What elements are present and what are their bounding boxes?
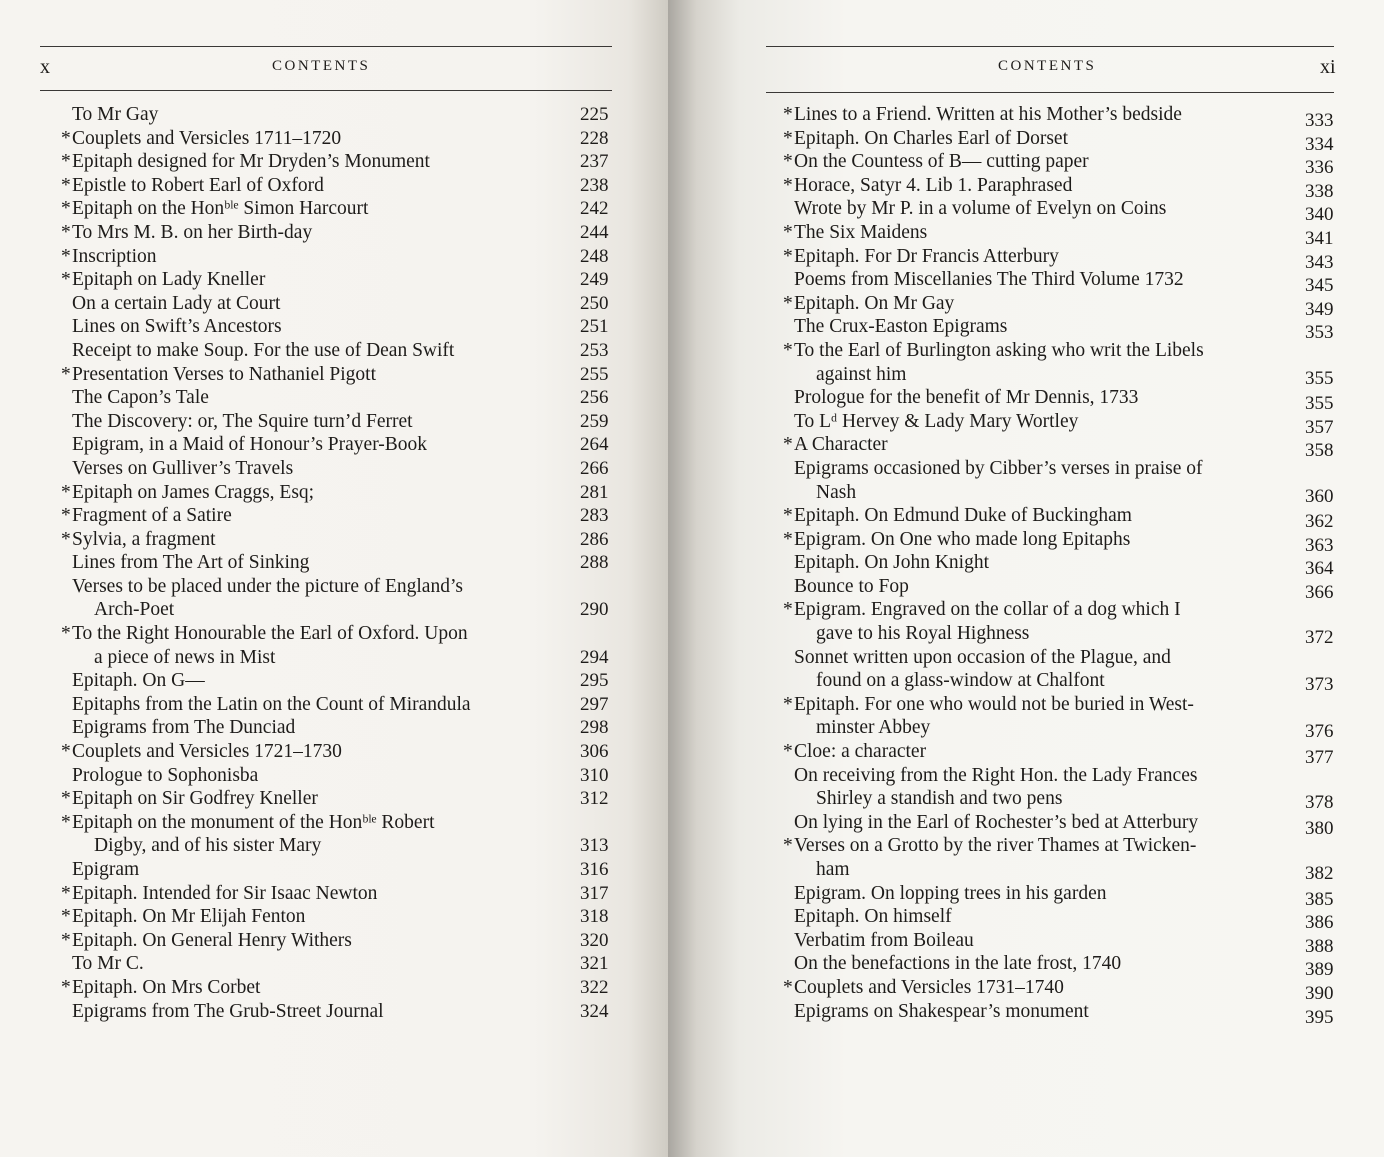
- toc-entry: [794, 764, 1339, 814]
- entry-title: Prologue to Sophonisba: [72, 764, 259, 786]
- page-number: 362: [1305, 511, 1334, 533]
- page-number: 320: [580, 929, 609, 951]
- contents-list: [783, 103, 1339, 1028]
- entry-title: Lines on Swift’s Ancestors: [72, 316, 282, 338]
- toc-entry: [61, 787, 617, 811]
- entry-title: Epitaph. On G—: [72, 670, 205, 692]
- toc-entry: [61, 174, 617, 198]
- page-number: 340: [1305, 204, 1334, 226]
- toc-entry: [783, 245, 1339, 273]
- page-number: 349: [1305, 298, 1334, 320]
- toc-entry: [783, 433, 1339, 462]
- entry-title: On a certain Lady at Court: [72, 292, 281, 314]
- toc-entry: [61, 150, 617, 174]
- page-number: 228: [580, 127, 609, 149]
- asterisk-marker: *: [61, 198, 71, 220]
- entry-title: To Mrs M. B. on her Birth-day: [72, 221, 313, 243]
- toc-entry: [61, 197, 617, 221]
- entry-title: Epigram. On One who made long Epitaphs: [794, 528, 1131, 550]
- entry-title: Epigram. On lopping trees in his garden: [794, 882, 1107, 904]
- toc-entry: [783, 339, 1339, 389]
- page-number: 333: [1305, 110, 1334, 131]
- page-number: 225: [580, 104, 609, 125]
- toc-entry: [72, 315, 617, 339]
- entry-title: Inscription: [72, 245, 157, 267]
- page-number: 283: [580, 505, 609, 527]
- page-number: 259: [580, 410, 609, 432]
- page-number: 253: [580, 339, 609, 361]
- toc-entry: [783, 292, 1339, 320]
- page-number: 364: [1305, 558, 1334, 580]
- entry-title: Sylvia, a fragment: [72, 528, 216, 550]
- asterisk-marker: *: [61, 127, 71, 149]
- toc-entry: [794, 952, 1339, 981]
- page-number: 366: [1305, 581, 1334, 603]
- page-folio: xi: [1320, 56, 1336, 78]
- toc-entry: [72, 292, 617, 316]
- entry-title: Epigrams occasioned by Cibber’s verses in praise of: [794, 457, 1203, 479]
- asterisk-marker: *: [783, 174, 793, 196]
- asterisk-marker: *: [61, 151, 71, 173]
- page-number: 357: [1305, 416, 1334, 438]
- toc-entry: [783, 740, 1339, 769]
- toc-entry: [61, 127, 617, 151]
- page-number: 338: [1305, 180, 1334, 202]
- toc-entry: [783, 150, 1339, 179]
- page-number: 266: [580, 457, 609, 479]
- toc-entry: [61, 504, 617, 528]
- toc-entry: [783, 834, 1339, 884]
- asterisk-marker: *: [783, 245, 793, 267]
- entry-title: Couplets and Versicles 1731–1740: [794, 976, 1064, 998]
- page-number: 288: [580, 552, 609, 574]
- entry-title: On receiving from the Right Hon. the Lady Frances: [794, 764, 1198, 786]
- entry-title: Verses to be placed under the picture of England’s: [72, 575, 463, 597]
- header-rule: [766, 92, 1334, 93]
- asterisk-marker: *: [61, 269, 71, 291]
- page-number: 380: [1305, 817, 1334, 839]
- entry-title: The Six Maidens: [794, 221, 928, 243]
- page-number: 286: [580, 528, 609, 550]
- page-number: 244: [580, 221, 609, 243]
- left-page: [0, 0, 668, 1157]
- page-number: 395: [1305, 1006, 1334, 1028]
- entry-title: Epitaph. On Mr Gay: [794, 292, 955, 314]
- asterisk-marker: *: [783, 693, 793, 715]
- toc-entry: [783, 693, 1339, 743]
- entry-title: On the Countess of B— cutting paper: [794, 151, 1089, 173]
- toc-entry: [794, 268, 1339, 297]
- entry-title: A Character: [794, 434, 888, 456]
- toc-entry: [72, 457, 617, 481]
- page-number: 238: [580, 174, 609, 196]
- entry-title: Epigram: [72, 859, 140, 880]
- entry-title: Prologue for the benefit of Mr Dennis, 1733: [794, 387, 1139, 409]
- asterisk-marker: *: [783, 976, 793, 998]
- entry-title: Horace, Satyr 4. Lib 1. Paraphrased: [794, 174, 1073, 196]
- page-number: 388: [1305, 935, 1334, 957]
- page-number: 313: [580, 835, 609, 857]
- entry-title: Receipt to make Soup. For the use of Dean Swift: [72, 339, 455, 361]
- entry-title: Epigram, in a Maid of Honour’s Prayer-Book: [72, 434, 428, 456]
- page-number: 298: [580, 717, 609, 739]
- entry-title: Epitaph on Lady Kneller: [72, 269, 266, 291]
- entry-title-continuation: Nash: [816, 481, 857, 503]
- running-head: CONTENTS: [998, 58, 1097, 74]
- toc-entry: [72, 575, 617, 622]
- entry-title: Epitaph on Sir Godfrey Kneller: [72, 788, 318, 810]
- toc-entry: [61, 905, 617, 929]
- entry-title: The Capon’s Tale: [72, 387, 209, 409]
- page-number: 378: [1305, 792, 1334, 814]
- toc-entry: [72, 551, 617, 575]
- asterisk-marker: *: [61, 528, 71, 550]
- page-number: 281: [580, 481, 609, 503]
- entry-title: Epitaph. On John Knight: [794, 552, 989, 574]
- entry-title-continuation: against him: [816, 363, 907, 385]
- page-number: 242: [580, 198, 609, 220]
- page-number: 343: [1305, 251, 1334, 273]
- entry-title: The Crux-Easton Epigrams: [794, 316, 1008, 338]
- toc-entry: [72, 103, 617, 127]
- asterisk-marker: *: [61, 221, 71, 243]
- page-number: 295: [580, 670, 609, 692]
- entry-title: To the Right Honourable the Earl of Oxford. Upon: [72, 623, 468, 645]
- toc-entry: [794, 457, 1339, 507]
- right-page: [668, 0, 1384, 1157]
- entry-title-continuation: Digby, and of his sister Mary: [94, 835, 322, 857]
- entry-title: To Lᵈ Hervey & Lady Mary Wortley: [794, 410, 1079, 432]
- page-number: 297: [580, 693, 609, 715]
- asterisk-marker: *: [61, 741, 71, 763]
- toc-entry: [72, 858, 617, 882]
- entry-title: Verbatim from Boileau: [794, 929, 974, 951]
- entry-title: Epitaph designed for Mr Dryden’s Monument: [72, 151, 430, 173]
- toc-entry: [794, 551, 1339, 580]
- page-number: 353: [1305, 322, 1334, 344]
- toc-entry: [794, 811, 1339, 839]
- toc-entry: [72, 952, 617, 976]
- asterisk-marker: *: [61, 174, 71, 196]
- toc-entry: [72, 1000, 617, 1024]
- entry-title: Epitaph. On General Henry Withers: [72, 929, 352, 951]
- toc-entry: [783, 221, 1339, 249]
- toc-entry: [783, 174, 1339, 202]
- page-number: 334: [1305, 133, 1334, 155]
- entry-title: Lines from The Art of Sinking: [72, 552, 310, 574]
- asterisk-marker: *: [783, 505, 793, 527]
- asterisk-marker: *: [61, 245, 71, 267]
- entry-title: Poems from Miscellanies The Third Volume 1732: [794, 269, 1184, 291]
- asterisk-marker: *: [783, 434, 793, 456]
- entry-title-continuation: Shirley a standish and two pens: [816, 788, 1063, 810]
- toc-entry: [72, 764, 617, 788]
- toc-entry: [794, 929, 1339, 957]
- top-rule: [40, 46, 612, 47]
- toc-entry: [72, 433, 617, 457]
- page-number: 336: [1305, 157, 1334, 179]
- toc-entry: [72, 339, 617, 363]
- page-number: 318: [580, 906, 609, 928]
- asterisk-marker: *: [783, 339, 793, 361]
- asterisk-marker: *: [783, 104, 793, 125]
- entry-title: Couplets and Versicles 1711–1720: [72, 127, 342, 149]
- page-number: 249: [580, 269, 609, 291]
- header-rule: [40, 90, 612, 91]
- entry-title: Lines to a Friend. Written at his Mother’s bedside: [794, 104, 1182, 125]
- toc-entry: [61, 481, 617, 505]
- entry-title: Fragment of a Satire: [72, 505, 232, 527]
- asterisk-marker: *: [783, 292, 793, 314]
- asterisk-marker: *: [61, 623, 71, 645]
- entry-title: Cloe: a character: [794, 741, 927, 763]
- entry-title: On lying in the Earl of Rochester’s bed at Atterbury: [794, 811, 1199, 833]
- entry-title: Epitaph. On himself: [794, 906, 952, 928]
- page-number: 290: [580, 599, 609, 621]
- entry-title: Verses on Gulliver’s Travels: [72, 457, 294, 479]
- page-number: 322: [580, 976, 609, 998]
- toc-entry: [61, 622, 617, 669]
- page-number: 385: [1305, 888, 1334, 910]
- running-head: CONTENTS: [272, 58, 371, 74]
- entry-title: Epitaph. On Mrs Corbet: [72, 976, 261, 998]
- toc-entry: [61, 528, 617, 552]
- asterisk-marker: *: [783, 835, 793, 857]
- toc-entry: [794, 315, 1339, 344]
- page-number: 255: [580, 363, 609, 385]
- entry-title: Epigram. Engraved on the collar of a dog which I: [794, 599, 1181, 621]
- toc-entry: [794, 386, 1339, 415]
- asterisk-marker: *: [783, 127, 793, 149]
- page-number: 376: [1305, 721, 1334, 743]
- toc-entry: [61, 976, 617, 1000]
- toc-entry: [794, 646, 1339, 696]
- entry-title-continuation: minster Abbey: [816, 717, 931, 739]
- page-number: 306: [580, 741, 609, 763]
- entry-title: Epitaph on the monument of the Honᵇˡᵉ Robert: [72, 811, 435, 833]
- page-number: 264: [580, 434, 609, 456]
- toc-entry: [72, 669, 617, 693]
- toc-entry: [72, 693, 617, 717]
- page-number: 321: [580, 953, 609, 975]
- entry-title: Epigrams from The Dunciad: [72, 717, 296, 739]
- entry-title-continuation: Arch-Poet: [94, 599, 175, 621]
- entry-title: Sonnet written upon occasion of the Plague, and: [794, 646, 1171, 668]
- entry-title: Epitaph. On Mr Elijah Fenton: [72, 906, 306, 928]
- asterisk-marker: *: [783, 151, 793, 173]
- entry-title: Wrote by Mr P. in a volume of Evelyn on Coins: [794, 198, 1167, 220]
- entry-title: Epitaph. For one who would not be buried in West-: [794, 693, 1194, 715]
- page-number: 237: [580, 151, 609, 173]
- toc-entry: [72, 386, 617, 410]
- entry-title: Epigrams from The Grub-Street Journal: [72, 1000, 384, 1022]
- page-number: 294: [580, 646, 609, 668]
- entry-title: Epitaph on the Honᵇˡᵉ Simon Harcourt: [72, 198, 369, 220]
- page-number: 355: [1305, 393, 1334, 415]
- asterisk-marker: *: [61, 976, 71, 998]
- asterisk-marker: *: [61, 882, 71, 904]
- toc-entry: [61, 811, 617, 858]
- page-number: 389: [1305, 959, 1334, 981]
- toc-entry: [783, 127, 1339, 155]
- entry-title-continuation: gave to his Royal Highness: [816, 623, 1030, 645]
- page-number: 360: [1305, 485, 1334, 507]
- page-number: 382: [1305, 863, 1334, 884]
- entry-title: Epitaph. On Edmund Duke of Buckingham: [794, 505, 1132, 527]
- entry-title-continuation: a piece of news in Mist: [94, 646, 276, 668]
- toc-entry: [61, 882, 617, 906]
- toc-entry: [61, 363, 617, 387]
- page-number: 345: [1305, 275, 1334, 297]
- page-number: 372: [1305, 627, 1334, 649]
- page-number: 324: [580, 1000, 609, 1022]
- page-number: 390: [1305, 982, 1334, 1004]
- toc-entry: [783, 504, 1339, 533]
- page-number: 363: [1305, 534, 1334, 556]
- asterisk-marker: *: [61, 363, 71, 385]
- page-number: 341: [1305, 227, 1334, 249]
- asterisk-marker: *: [61, 788, 71, 810]
- entry-title: Epitaphs from the Latin on the Count of Mirandula: [72, 693, 471, 715]
- toc-entry: [783, 598, 1339, 649]
- toc-entry: [794, 882, 1339, 910]
- page-number: 355: [1305, 367, 1334, 389]
- entry-title: To Mr Gay: [72, 104, 159, 125]
- asterisk-marker: *: [61, 811, 71, 833]
- entry-title: To the Earl of Burlington asking who writ the Libels: [794, 339, 1204, 361]
- asterisk-marker: *: [783, 741, 793, 763]
- toc-entry: [61, 740, 617, 764]
- entry-title: Epitaph. For Dr Francis Atterbury: [794, 245, 1059, 267]
- toc-entry: [794, 575, 1339, 603]
- asterisk-marker: *: [61, 906, 71, 928]
- entry-title: To Mr C.: [72, 953, 144, 975]
- entry-title: Epistle to Robert Earl of Oxford: [72, 174, 324, 196]
- entry-title: Couplets and Versicles 1721–1730: [72, 741, 342, 763]
- asterisk-marker: *: [61, 505, 71, 527]
- entry-title: Verses on a Grotto by the river Thames at Twicken-: [794, 835, 1197, 857]
- entry-title: Epitaph. On Charles Earl of Dorset: [794, 127, 1069, 149]
- asterisk-marker: *: [783, 221, 793, 243]
- toc-entry: [794, 905, 1339, 934]
- asterisk-marker: *: [783, 528, 793, 550]
- page-number: 377: [1305, 747, 1334, 769]
- page-folio: x: [40, 56, 50, 78]
- entry-title-continuation: found on a glass-window at Chalfont: [816, 670, 1105, 692]
- page-number: 358: [1305, 440, 1334, 462]
- toc-entry: [794, 410, 1339, 438]
- toc-entry: [61, 221, 617, 245]
- entry-title-continuation: ham: [816, 859, 850, 880]
- page-number: 373: [1305, 674, 1334, 696]
- toc-entry: [783, 976, 1339, 1004]
- page-number: 312: [580, 788, 609, 810]
- page-number: 256: [580, 387, 609, 409]
- asterisk-marker: *: [61, 481, 71, 503]
- page-number: 386: [1305, 912, 1334, 934]
- asterisk-marker: *: [783, 599, 793, 621]
- page-number: 251: [580, 316, 609, 338]
- entry-title: Bounce to Fop: [794, 575, 909, 597]
- toc-entry: [783, 528, 1339, 556]
- page-number: 310: [580, 764, 609, 786]
- contents-list: [61, 103, 617, 1023]
- page-number: 248: [580, 245, 609, 267]
- toc-entry: [72, 716, 617, 740]
- toc-entry: [61, 268, 617, 292]
- toc-entry: [794, 1000, 1339, 1028]
- asterisk-marker: *: [61, 929, 71, 951]
- page-number: 317: [580, 882, 609, 904]
- top-rule: [766, 46, 1334, 47]
- entry-title: On the benefactions in the late frost, 1740: [794, 953, 1122, 975]
- toc-entry: [61, 929, 617, 953]
- entry-title: Presentation Verses to Nathaniel Pigott: [72, 363, 377, 385]
- entry-title: Epitaph. Intended for Sir Isaac Newton: [72, 882, 378, 904]
- toc-entry: [794, 197, 1339, 226]
- page-number: 316: [580, 859, 609, 880]
- toc-entry: [783, 103, 1339, 131]
- page-number: 250: [580, 292, 609, 314]
- entry-title: Epitaph on James Craggs, Esq;: [72, 481, 315, 503]
- toc-entry: [72, 410, 617, 434]
- entry-title: Epigrams on Shakespear’s monument: [794, 1000, 1089, 1022]
- entry-title: The Discovery: or, The Squire turn’d Ferret: [72, 410, 413, 432]
- toc-entry: [61, 245, 617, 269]
